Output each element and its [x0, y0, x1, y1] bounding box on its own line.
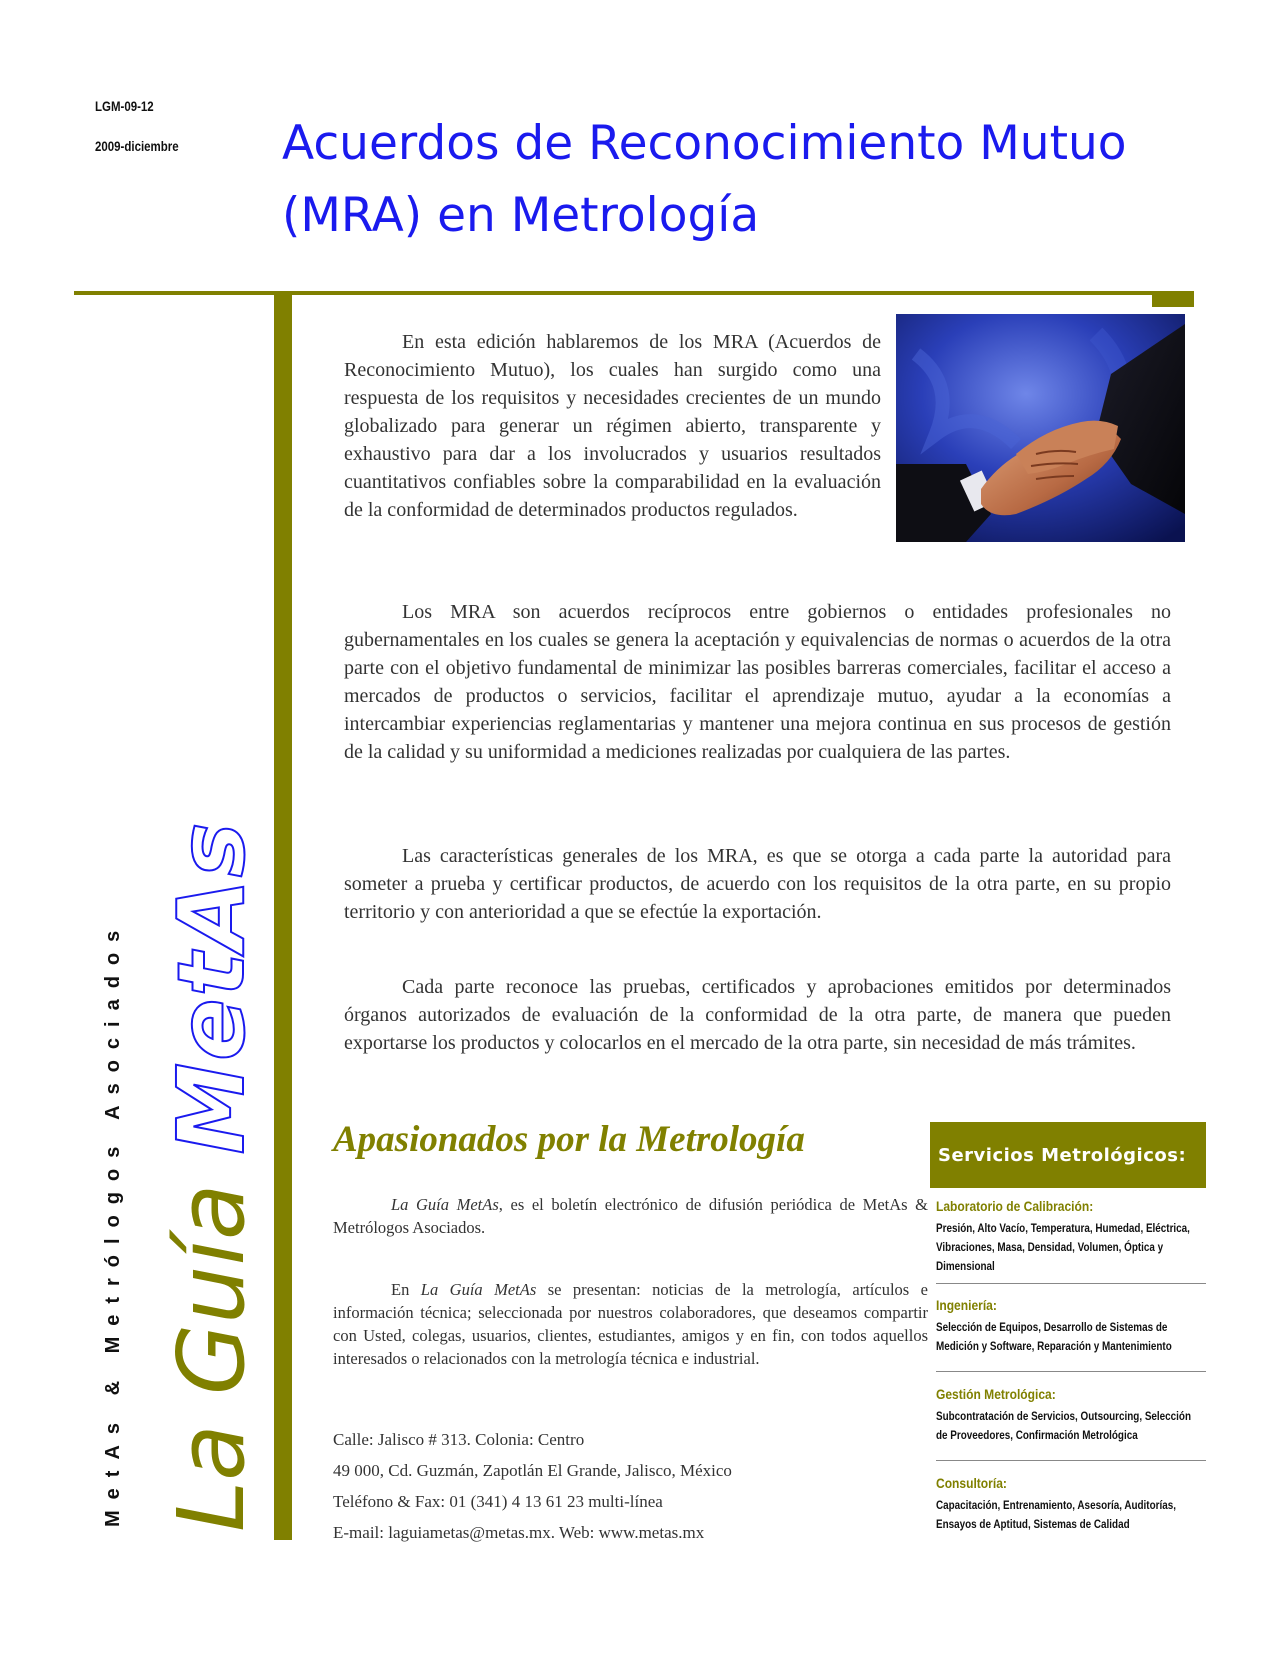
vertical-bar: [274, 291, 292, 1540]
services-heading: Servicios Metrológicos:: [930, 1122, 1206, 1188]
brand-logo: [158, 820, 265, 1532]
brand-la: La Guía: [158, 1154, 265, 1532]
title-line-1: Acuerdos de Reconocimiento Mutuo: [282, 116, 1127, 171]
service-title: Consultoría:: [936, 1475, 1007, 1491]
document-date: 2009-diciembre: [95, 138, 179, 154]
article-paragraph-1: En esta edición hablaremos de los MRA (Acuerdos de Reconocimiento Mutuo), los cuales han surgido como una respuesta de los requisitos y necesidades crecientes de un mundo globalizado para generar un régimen abierto, transparente y exhaustivo para dar a los involucrados y usuarios resultados cuantitativos confiables sobre la comparabilidad en la evaluación de la conformidad de determinados productos regulados.: [344, 331, 881, 521]
section-heading: Apasionados por la Metrología: [333, 1119, 805, 1160]
service-item: [936, 1386, 1206, 1446]
address-city: 49 000, Cd. Guzmán, Zapotlán El Grande, Jalisco, México: [333, 1461, 732, 1480]
address-street: Calle: Jalisco # 313. Colonia: Centro: [333, 1430, 585, 1449]
service-item: [936, 1475, 1206, 1535]
bulletin-paragraph-2-text: se presentan: noticias de la metrología, artículos e información técnica; seleccionada por nuestros colaboradores, que deseamos compartir con Usted, colegas, usuarios, clientes, estudiantes, amigos y en fin, con todos aquellos interesados o relacionados con la metrología técnica e industrial.: [333, 1280, 928, 1368]
divider: [936, 1283, 1206, 1284]
article-paragraph-2: Los MRA son acuerdos recíprocos entre gobiernos o entidades profesionales no gubernamentales en los cuales se genera la aceptación y equivalencias de normas o acuerdos de la otra parte con el objetivo fundamental de minimizar las posibles barreras comerciales, facilitar el acceso a mercados de productos o servicios, facilitar el aprendizaje mutuo, ayudar a la economías a intercambiar experiencias reglamentarias y mantener una mejora continua en sus procesos de gestión de la calidad y su uniformidad a mediciones realizadas por cualquiera de las partes.: [344, 601, 1171, 763]
divider: [936, 1371, 1206, 1372]
handshake-image: [896, 314, 1185, 542]
address-email-web: E-mail: laguiametas@metas.mx. Web: www.metas.mx: [333, 1523, 705, 1542]
publication-name: La Guía MetAs: [391, 1195, 499, 1214]
top-rule-tab: [1152, 291, 1194, 307]
service-description: Selección de Equipos, Desarrollo de Sistemas de Medición y Software, Reparación y Mantenimiento: [936, 1322, 1172, 1353]
service-description: Presión, Alto Vacío, Temperatura, Humedad, Eléctrica, Vibraciones, Masa, Densidad, Volumen, Óptica y Dimensional: [936, 1223, 1190, 1273]
address-phone: Teléfono & Fax: 01 (341) 4 13 61 23 multi-línea: [333, 1492, 663, 1511]
service-item: [936, 1297, 1206, 1357]
title-line-2: (MRA) en Metrología: [282, 188, 760, 243]
bulletin-paragraph-1-text: , es el boletín electrónico de difusión periódica de MetAs & Metrólogos Asociados.: [333, 1195, 928, 1237]
service-item: [936, 1198, 1206, 1277]
divider: [936, 1460, 1206, 1461]
brand-metas: MetAs: [158, 820, 265, 1155]
page-title: [282, 108, 1182, 252]
publication-name: La Guía MetAs: [420, 1280, 537, 1299]
service-title: Gestión Metrológica:: [936, 1386, 1056, 1402]
top-rule: [74, 291, 1194, 295]
sidebar-company-name: MetAs & Metrólogos Asociados: [102, 919, 124, 1527]
service-description: Capacitación, Entrenamiento, Asesoría, Auditorías, Ensayos de Aptitud, Sistemas de Calidad: [936, 1500, 1176, 1531]
bulletin-paragraph-2: [333, 1278, 928, 1370]
service-description: Subcontratación de Servicios, Outsourcing, Selección de Proveedores, Confirmación Metrológica: [936, 1411, 1192, 1442]
bulletin-paragraph-1: [333, 1193, 928, 1239]
bulletin-paragraph-2-pre: En: [391, 1280, 421, 1299]
document-code: LGM-09-12: [95, 98, 154, 114]
service-title: Ingeniería:: [936, 1297, 997, 1313]
service-title: Laboratorio de Calibración:: [936, 1198, 1094, 1214]
article-paragraph-4: Cada parte reconoce las pruebas, certificados y aprobaciones emitidos por determinados órganos autorizados de evaluación de la conformidad de la otra parte, de manera que pueden exportarse los productos y colocarlos en el mercado de la otra parte, sin necesidad de más trámites.: [344, 976, 1171, 1054]
article-paragraph-3: Las características generales de los MRA, es que se otorga a cada parte la autoridad para someter a prueba y certificar productos, de acuerdo con los requisitos de la otra parte, en su propio territorio y con anterioridad a que se efectúe la exportación.: [344, 845, 1171, 923]
